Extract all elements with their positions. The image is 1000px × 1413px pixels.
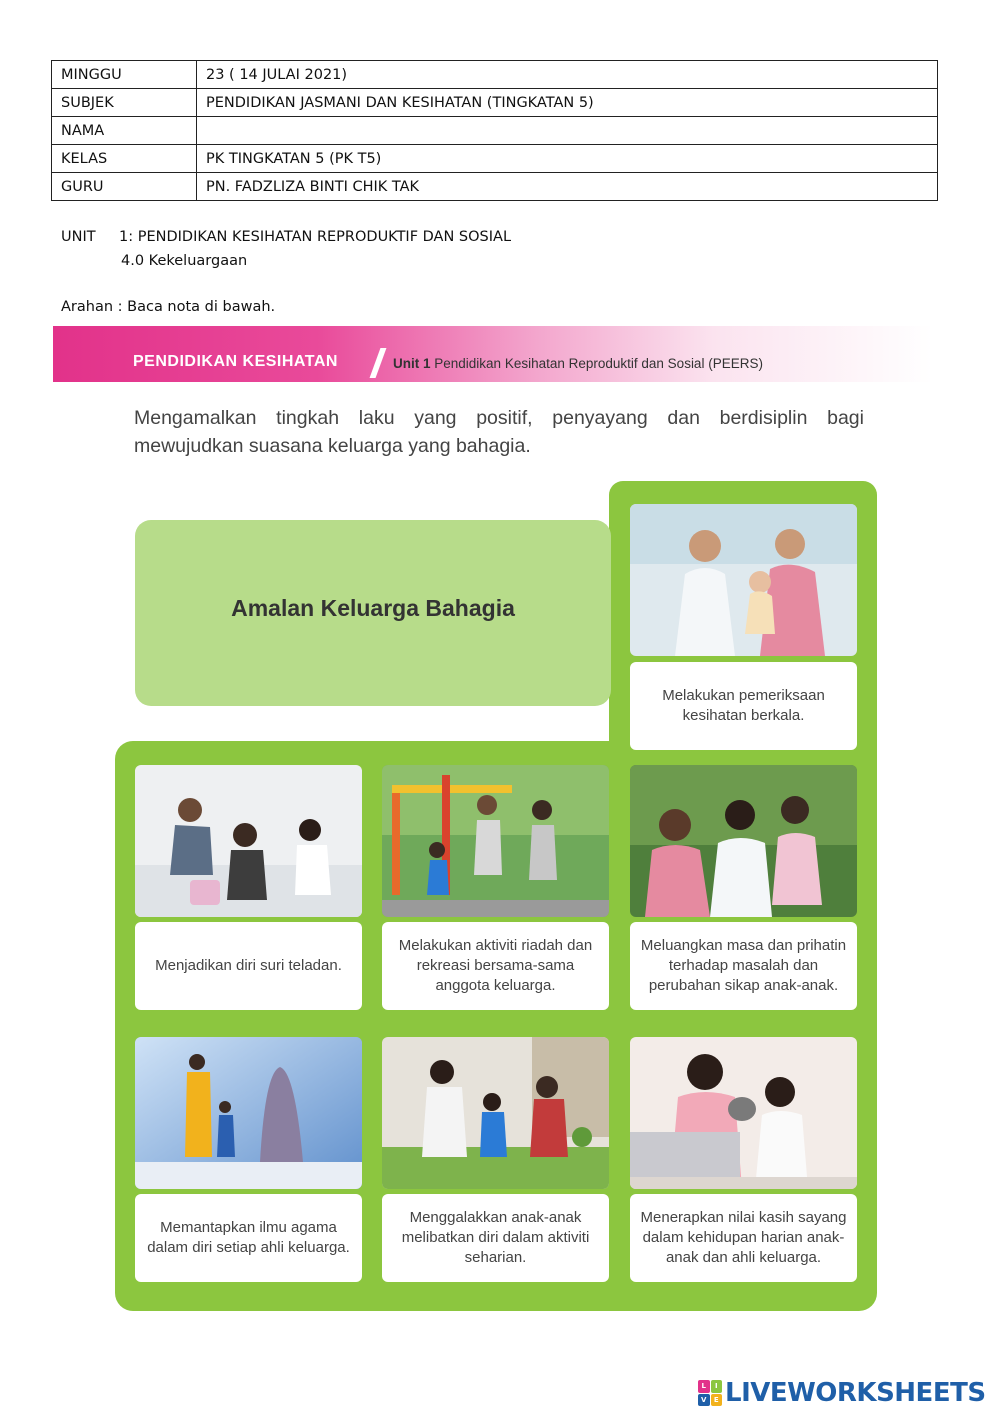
label-kelas: KELAS xyxy=(52,145,197,173)
table-row xyxy=(52,145,938,173)
unit-prefix: UNIT xyxy=(61,229,96,245)
family-gardening-photo xyxy=(382,1037,609,1189)
unit-heading xyxy=(61,229,511,245)
intro-text: Mengamalkan tingkah laku yang positif, penyayang dan berdisiplin bagi mewujudkan suasana keluarga yang bahagia. xyxy=(134,407,864,457)
value-nama[interactable] xyxy=(197,117,938,145)
info-table xyxy=(51,60,938,201)
label-guru: GURU xyxy=(52,173,197,201)
mother-daughter-laptop-cat-photo xyxy=(630,1037,857,1189)
table-row xyxy=(52,173,938,201)
caption-4: Memantapkan ilmu agama dalam diri setiap ahli keluarga. xyxy=(135,1194,362,1282)
table-row xyxy=(52,89,938,117)
caption-5: Menggalakkan anak-anak melibatkan diri dalam aktiviti seharian. xyxy=(382,1194,609,1282)
page-banner xyxy=(53,326,933,382)
family-cleaning-house-photo xyxy=(135,765,362,917)
value-minggu: 23 ( 14 JULAI 2021) xyxy=(197,61,938,89)
banner-unit xyxy=(393,356,763,371)
banner-divider xyxy=(370,348,387,378)
textbook-page xyxy=(53,326,933,1328)
diagram-title-box xyxy=(135,520,611,706)
family-playground-photo xyxy=(382,765,609,917)
label-minggu: MINGGU xyxy=(52,61,197,89)
instruction-text: Arahan : Baca nota di bawah. xyxy=(61,299,276,315)
value-subjek: PENDIDIKAN JASMANI DAN KESIHATAN (TINGKATAN 5) xyxy=(197,89,938,117)
family-praying-photo xyxy=(135,1037,362,1189)
logo-badge-icon: L I V E xyxy=(698,1380,722,1406)
label-nama: NAMA xyxy=(52,117,197,145)
caption-0: Melakukan pemeriksaan kesihatan berkala. xyxy=(630,662,857,750)
label-subjek: SUBJEK xyxy=(52,89,197,117)
family-doctor-checkup-photo xyxy=(630,504,857,656)
caption-2: Melakukan aktiviti riadah dan rekreasi bersama-sama anggota keluarga. xyxy=(382,922,609,1010)
caption-6: Menerapkan nilai kasih sayang dalam kehidupan harian anak-anak dan ahli keluarga. xyxy=(630,1194,857,1282)
caption-3: Meluangkan masa dan prihatin terhadap masalah dan perubahan sikap anak-anak. xyxy=(630,922,857,1010)
value-kelas: PK TINGKATAN 5 (PK T5) xyxy=(197,145,938,173)
logo-text: LIVEWORKSHEETS xyxy=(725,1378,986,1408)
unit-subtitle: 4.0 Kekeluargaan xyxy=(121,253,248,269)
banner-unit-number: Unit 1 xyxy=(393,356,431,371)
unit-title: 1: PENDIDIKAN KESIHATAN REPRODUKTIF DAN SOSIAL xyxy=(119,229,512,245)
diagram-title: Amalan Keluarga Bahagia xyxy=(231,595,515,621)
banner-unit-title: Pendidikan Kesihatan Reproduktif dan Sosial (PEERS) xyxy=(430,356,763,371)
table-row xyxy=(52,117,938,145)
family-smiling-outdoors-photo xyxy=(630,765,857,917)
banner-title: PENDIDIKAN KESIHATAN xyxy=(133,353,338,370)
liveworksheets-logo xyxy=(698,1378,986,1408)
caption-1: Menjadikan diri suri teladan. xyxy=(135,922,362,1010)
value-guru: PN. FADZLIZA BINTI CHIK TAK xyxy=(197,173,938,201)
table-row xyxy=(52,61,938,89)
